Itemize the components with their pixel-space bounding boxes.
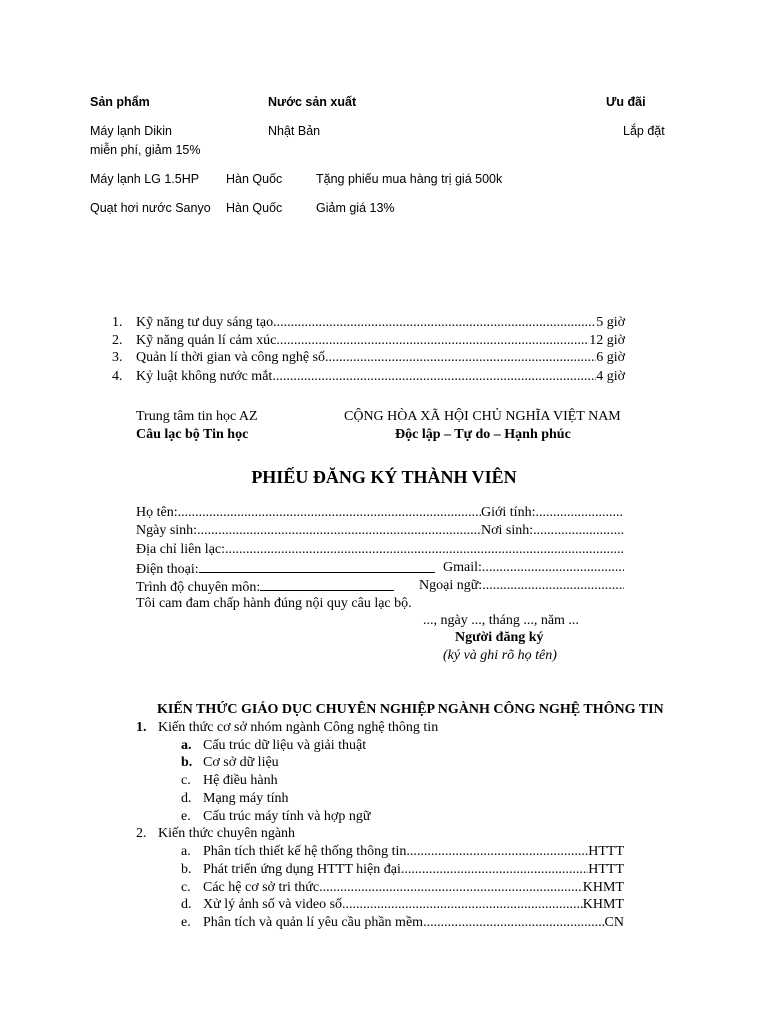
item-label: Xử lý ảnh số và video số: [203, 897, 343, 912]
item-code: HTTT: [588, 844, 624, 859]
name-field: [136, 505, 481, 521]
birthplace-field: [481, 523, 624, 539]
language-field: [419, 578, 624, 594]
list-item: Cấu trúc máy tính và hợp ngữ: [203, 809, 371, 824]
dot-leader: [423, 915, 604, 931]
signer-label: Người đăng ký: [455, 630, 544, 645]
skill-number: 1.: [112, 315, 123, 330]
qualification-blank-line: [260, 578, 394, 591]
row1-product: Máy lạnh Dikin: [90, 124, 172, 138]
list-item: [203, 844, 624, 860]
birthdate-field: [136, 523, 481, 539]
dot-leader: [319, 880, 583, 896]
language-label: Ngoại ngữ:: [419, 578, 483, 593]
list-item: [203, 915, 624, 931]
skill-item: [136, 333, 625, 349]
row2-product: Máy lạnh LG 1.5HP: [90, 172, 200, 186]
section-label: Kiến thức cơ sở nhóm ngành Công nghệ thông tin: [158, 720, 439, 735]
list-item: Cơ sở dữ liệu: [203, 755, 279, 770]
item-letter: d.: [181, 897, 192, 912]
name-label: Họ tên:: [136, 505, 178, 520]
item-letter: e.: [181, 809, 191, 824]
birthplace-label: Nơi sinh:: [481, 523, 534, 538]
skill-value: 6 giờ: [596, 350, 625, 365]
item-letter: a.: [181, 844, 191, 859]
dot-leader: [325, 350, 596, 366]
dot-leader: [406, 844, 588, 860]
nation-header: CỘNG HÒA XÃ HỘI CHỦ NGHĨA VIỆT NAM: [344, 409, 621, 424]
dot-leader: [401, 862, 588, 878]
dot-leader: [342, 897, 583, 913]
gender-field: [481, 505, 624, 521]
skill-item: [136, 350, 625, 366]
gender-label: Giới tính:: [481, 505, 536, 520]
list-item: Hệ điều hành: [203, 773, 278, 788]
skill-number: 4.: [112, 369, 123, 384]
skill-number: 2.: [112, 333, 123, 348]
item-letter: c.: [181, 773, 191, 788]
item-letter: b.: [181, 755, 193, 770]
skill-value: 12 giờ: [589, 333, 625, 348]
item-label: Các hệ cơ sở tri thức: [203, 880, 320, 895]
dot-leader: [482, 560, 624, 576]
dot-leader: [533, 523, 624, 539]
phone-field: [136, 560, 435, 578]
gmail-label: Gmail:: [443, 560, 482, 575]
skill-item: [136, 315, 625, 331]
item-label: Phân tích thiết kế hệ thống thông tin: [203, 844, 407, 859]
section-label: Kiến thức chuyên ngành: [158, 826, 296, 841]
birthdate-label: Ngày sinh:: [136, 523, 198, 538]
qualification-field: [136, 578, 394, 596]
row3-country: Hàn Quốc: [226, 201, 283, 215]
nation-motto: Độc lập – Tự do – Hạnh phúc: [395, 427, 571, 442]
dot-leader: [225, 542, 624, 558]
list-item: [203, 897, 624, 913]
row2-country: Hàn Quốc: [226, 172, 283, 186]
club-name: Câu lạc bộ Tin học: [136, 427, 249, 442]
dot-leader: [276, 333, 589, 349]
item-code: HTTT: [588, 862, 624, 877]
address-field: [136, 542, 624, 558]
form-title: PHIẾU ĐĂNG KÝ THÀNH VIÊN: [251, 467, 517, 487]
list-item: Cấu trúc dữ liệu và giải thuật: [203, 738, 367, 753]
row3-offer: Giảm giá 13%: [316, 201, 395, 215]
dot-leader: [197, 523, 481, 539]
date-line: ..., ngày ..., tháng ..., năm ...: [423, 613, 579, 628]
list-item: [203, 880, 624, 896]
row3-product: Quạt hơi nước Sanyo: [90, 201, 211, 215]
item-code: CN: [604, 915, 624, 930]
item-letter: a.: [181, 738, 192, 753]
address-label: Địa chỉ liên lạc:: [136, 542, 226, 557]
item-label: Phân tích và quản lí yêu cầu phần mềm: [203, 915, 424, 930]
skill-value: 4 giờ: [596, 369, 625, 384]
org-name: Trung tâm tin học AZ: [136, 409, 258, 424]
skill-item: [136, 369, 625, 385]
dot-leader: [482, 578, 624, 594]
row1-country: Nhật Bản: [268, 124, 321, 138]
item-letter: e.: [181, 915, 191, 930]
row1-offer-part2: miễn phí, giảm 15%: [90, 143, 201, 157]
list-item: [203, 862, 624, 878]
header-country: Nước sản xuất: [268, 95, 357, 109]
dot-leader: [535, 505, 624, 521]
dot-leader: [272, 369, 596, 385]
signer-note: (ký và ghi rõ họ tên): [443, 648, 557, 663]
item-code: KHMT: [582, 897, 624, 912]
phone-blank-line: [199, 560, 435, 573]
row2-offer: Tặng phiếu mua hàng trị giá 500k: [316, 172, 503, 186]
item-letter: b.: [181, 862, 192, 877]
row1-offer-part1: Lắp đặt: [623, 124, 665, 138]
list-item: Mạng máy tính: [203, 791, 289, 806]
gmail-field: [443, 560, 624, 576]
header-product: Sản phẩm: [90, 95, 150, 109]
skill-value: 5 giờ: [596, 315, 625, 330]
phone-label: Điện thoại:: [136, 562, 199, 577]
skill-label: Kỹ năng tư duy sáng tạo: [136, 315, 274, 330]
skill-number: 3.: [112, 350, 123, 365]
item-letter: d.: [181, 791, 192, 806]
section-number: 1.: [136, 720, 147, 735]
skill-label: Quản lí thời gian và công nghệ số: [136, 350, 325, 365]
skill-label: Kỹ năng quản lí cảm xúc: [136, 333, 277, 348]
item-code: KHMT: [582, 880, 624, 895]
item-letter: c.: [181, 880, 191, 895]
commitment-text: Tôi cam đam chấp hành đúng nội quy câu lạc bộ.: [136, 596, 412, 611]
skill-label: Kỷ luật không nước mắt: [136, 369, 273, 384]
dot-leader: [178, 505, 481, 521]
header-offer: Ưu đãi: [606, 95, 646, 109]
section-number: 2.: [136, 826, 147, 841]
dot-leader: [273, 315, 596, 331]
qualification-label: Trình độ chuyên môn:: [136, 580, 261, 595]
item-label: Phát triển ứng dụng HTTT hiện đại: [203, 862, 401, 877]
curriculum-title: KIẾN THỨC GIÁO DỤC CHUYÊN NGHIỆP NGÀNH CÔNG NGHỆ THÔNG TIN: [157, 702, 664, 717]
